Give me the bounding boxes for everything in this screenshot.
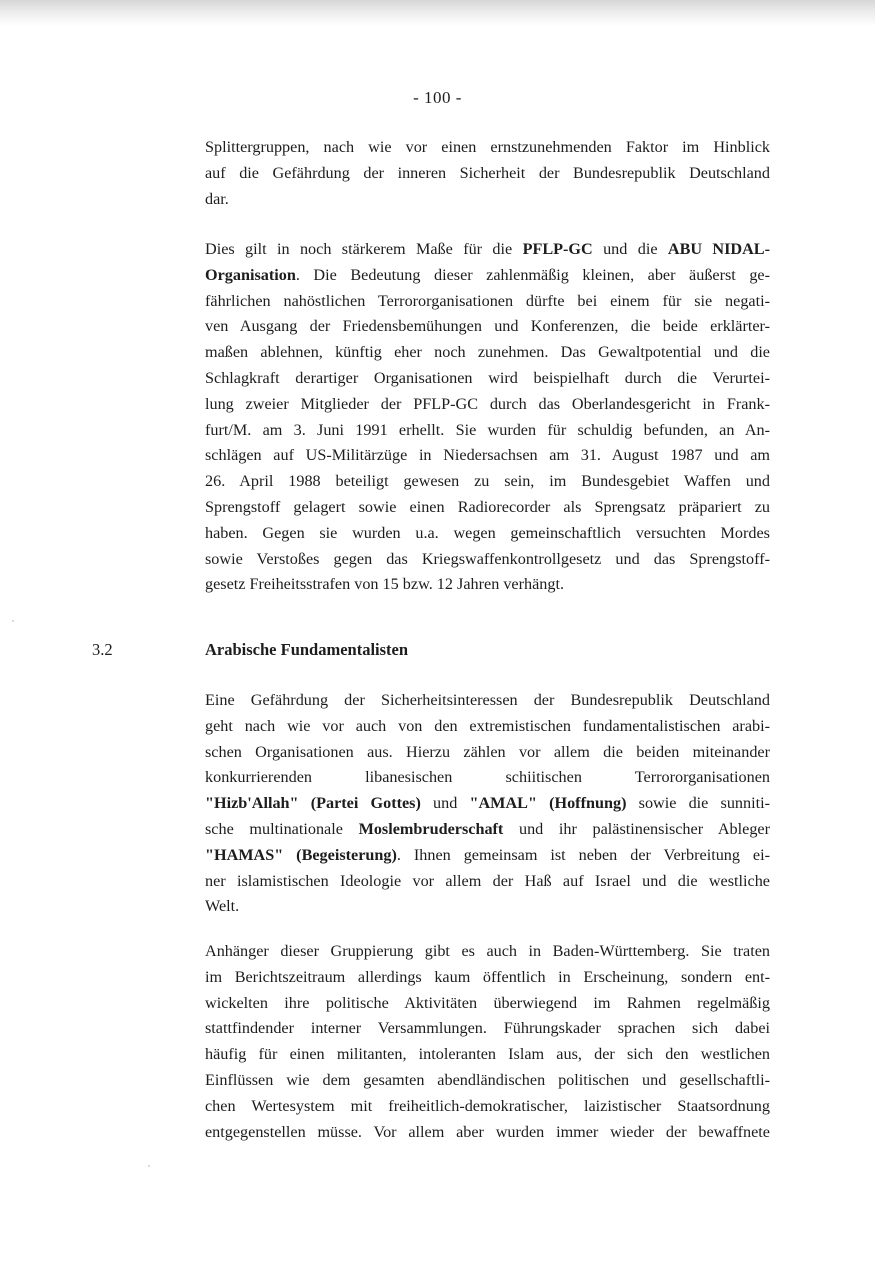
text-line: Anhänger dieser Gruppierung gibt es auch in Baden-Württemberg. Sie traten [205,942,770,960]
scan-speck [12,620,14,622]
text-run: . Ihnen gemeinsam ist neben der Verbreitung ei- [396,845,770,864]
bold-term-hizballah: "Hizb'Allah" (Partei Gottes) [205,794,421,813]
text-run: und [420,794,470,813]
text-run: sche multinationale [205,819,359,838]
text-line: entgegenstellen müsse. Vor allem aber wurden immer wieder der bewaffnete [205,1122,770,1141]
text-line: geht nach wie vor auch von den extremistischen fundamentalistischen arabi- [205,716,770,735]
text-line: haben. Gegen sie wurden u.a. wegen gemeinschaftlich versuchten Mordes [205,523,770,542]
text-line: sowie Verstoßes gegen das Kriegswaffenkontrollgesetz und das Sprengstoff- [205,549,770,568]
text-line: gesetz Freiheitsstrafen von 15 bzw. 12 Jahren verhängt. [205,575,565,594]
text-line: Eine Gefährdung der Sicherheitsinteressen der Bundesrepublik Deutschland [205,691,770,709]
bold-term-hamas: "HAMAS" (Begeisterung) [205,845,397,864]
text-line: schlägen auf US-Militärzüge in Niedersachsen am 31. August 1987 und am [205,446,770,465]
text-run: sowie die sunniti- [626,794,771,813]
text-line: auf die Gefährdung der inneren Sicherheit der Bundesrepublik Deutschland [205,163,770,182]
text-line: fährlichen nahöstlichen Terrororganisationen dürfte bei einem für sie negati- [205,291,770,310]
text-line: stattfindender interner Versammlungen. Führungskader sprachen sich dabei [205,1019,770,1038]
text-line: konkurrierenden libanesischen schiitischen Terrororganisationen [205,768,770,787]
text-line [205,817,770,843]
text-line: lung zweier Mitglieder der PFLP-GC durch das Oberlandesgericht in Frank- [205,394,770,413]
text-run: und ihr palästinensischer Ableger [503,819,770,838]
bold-term-amal: "AMAL" (Hoffnung) [469,794,627,813]
paragraph-2 [205,237,770,598]
text-line: im Berichtszeitraum allerdings kaum öffentlich in Erscheinung, sondern ent- [205,967,770,986]
text-line: dar. [205,189,229,208]
text-line [205,263,770,289]
text-line: chen Wertesystem mit freiheitlich-demokratischer, laizistischer Staatsordnung [205,1096,770,1115]
text-line: Welt. [205,897,240,916]
text-line [205,791,770,817]
text-line: Splittergruppen, nach wie vor einen ernstzunehmenden Faktor im Hinblick [205,138,770,156]
text-line: wickelten ihre politische Aktivitäten überwiegend im Rahmen regelmäßig [205,993,770,1012]
text-run: Dies gilt in noch stärkerem Maße für die [205,240,523,258]
text-line: maßen ablehnen, künftig eher noch zunehmen. Das Gewaltpotential und die [205,343,770,362]
bold-term-abu-nidal: ABU NIDAL- [667,240,770,258]
text-line [205,843,770,869]
section-title: Arabische Fundamentalisten [205,640,409,659]
paragraph-4 [205,939,770,1145]
paragraph-1 [205,135,770,212]
text-line: Schlagkraft derartiger Organisationen wird beispielhaft durch die Verurtei- [205,368,770,387]
scan-edge-shadow [0,0,875,26]
text-line: häufig für einen militanten, intoleranten Islam aus, der sich den westlichen [205,1045,770,1064]
text-line: Einflüssen wie dem gesamten abendländischen politischen und gesellschaftli- [205,1070,770,1089]
bold-term-moslembruderschaft: Moslembruderschaft [358,819,504,838]
paragraph-3 [205,688,770,920]
page-number: - 100 - [413,88,462,107]
text-line [205,237,770,263]
scan-speck [148,1165,150,1167]
text-run: . Die Bedeutung dieser zahlenmäßig kleinen, aber äußerst ge- [295,265,770,284]
bold-term-organisation: Organisation [205,265,296,284]
text-line: 26. April 1988 beteiligt gewesen zu sein, im Bundesgebiet Waffen und [205,472,770,491]
section-number: 3.2 [92,640,113,659]
bold-term-pflp-gc: PFLP-GC [522,240,593,258]
text-line: Sprengstoff gelagert sowie einen Radiorecorder als Sprengsatz präpariert zu [205,497,770,516]
text-line: ner islamistischen Ideologie vor allem der Haß auf Israel und die westliche [205,871,770,890]
text-line: ven Ausgang der Friedensbemühungen und Konferenzen, die beide erklärter- [205,317,770,336]
text-line: furt/M. am 3. Juni 1991 erhellt. Sie wurden für schuldig befunden, an An- [205,420,770,439]
text-line: schen Organisationen aus. Hierzu zählen vor allem die beiden miteinander [205,742,770,761]
text-run: und die [592,240,668,258]
